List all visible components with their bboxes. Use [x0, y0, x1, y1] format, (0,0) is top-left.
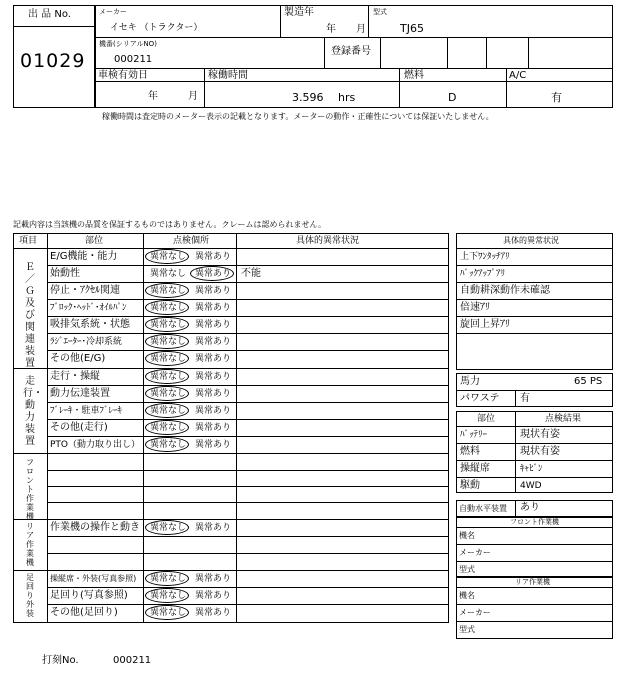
fuel-label: 燃料 [404, 70, 424, 81]
group-feet: 足回り外装 [26, 573, 34, 618]
detail-line: 自動耕深動作未確認 [460, 285, 550, 296]
pawaste-value: 有 [520, 393, 530, 404]
hours-value: 3.596 [292, 91, 324, 104]
check-abnormal: 異常あり [195, 303, 232, 313]
check-abnormal: 異常あり [195, 523, 232, 533]
part-implement-operation: 作業機の操作と動き [50, 522, 140, 533]
detail-line: ﾊﾞｯｸｱｯﾌﾟｱﾘ [460, 269, 506, 279]
result-header: 点検結果 [545, 414, 582, 424]
selected-mark [145, 369, 189, 384]
group-rear: リア作業機 [26, 522, 34, 567]
maker-value: イセキ （トラクター） [110, 23, 203, 33]
check-abnormal: 異常あり [195, 608, 232, 618]
check-normal: 異常なし [150, 269, 187, 279]
check-part: 操縦席 [460, 463, 490, 474]
ac-label: A/C [509, 70, 527, 81]
serial-label: 機番(シリアルNO) [99, 40, 157, 48]
header-item: 項目 [19, 236, 38, 246]
front-maker-label: メーカー [459, 548, 491, 557]
header-check: 点検個所 [173, 236, 210, 246]
selected-mark [145, 588, 189, 603]
check-result: 現状有姿 [520, 429, 560, 440]
year-label: 製造年 [284, 7, 314, 18]
ac-value: 有 [551, 91, 562, 104]
check-normal: 異常なし [150, 591, 187, 601]
check-normal: 異常なし [150, 303, 187, 313]
selected-mark [145, 334, 189, 349]
auto-level-label: 自動水平装置 [459, 504, 507, 513]
inspection-unit: 年 月 [148, 91, 198, 102]
check-normal: 異常なし [150, 406, 187, 416]
selected-mark [145, 520, 189, 535]
selected-mark [145, 403, 189, 418]
rear-model-label: 型式 [459, 625, 475, 634]
check-part: 燃料 [460, 446, 480, 457]
front-name-label: 機名 [459, 531, 475, 540]
check-normal: 異常なし [150, 608, 187, 618]
check-abnormal: 異常あり [195, 354, 232, 364]
inspection-label: 車検有効日 [98, 70, 148, 81]
check-abnormal: 異常あり [195, 406, 232, 416]
auto-level-value: あり [520, 502, 540, 513]
header-detail: 具体的異常状況 [296, 236, 360, 246]
detail-line: 旋回上昇ｱﾘ [460, 319, 510, 330]
detail-header: 具体的異常状況 [503, 236, 559, 245]
registration-label: 登録番号 [331, 46, 371, 57]
check-abnormal: 異常あり [195, 389, 232, 399]
item-number: 01029 [20, 50, 86, 72]
check-result: 現状有姿 [520, 446, 560, 457]
check-result: ｷｬﾋﾞﾝ [520, 464, 543, 474]
selected-mark [145, 283, 189, 298]
part-cabin-exterior: 操縦席・外装(写真参照) [50, 574, 137, 583]
check-normal: 異常なし [150, 320, 187, 330]
item-number-label: 出 品 No. [28, 9, 71, 20]
group-front: フロント作業機 [26, 458, 34, 521]
rear-name-label: 機名 [459, 591, 475, 600]
check-abnormal: 異常あり [195, 372, 232, 382]
check-normal: 異常なし [150, 286, 187, 296]
check-normal: 異常なし [150, 252, 187, 262]
check-normal: 異常なし [150, 372, 187, 382]
claim-note: 記載内容は当該機の品質を保証するものではありません。クレームは認められません。 [13, 220, 326, 229]
part-startability: 始動性 [50, 268, 80, 279]
selected-mark [145, 351, 189, 366]
rear-maker-label: メーカー [459, 608, 491, 617]
check-abnormal: 異常あり [195, 591, 232, 601]
selected-mark [145, 300, 189, 315]
check-normal: 異常なし [150, 337, 187, 347]
detail-line: 上下ﾜﾝﾀｯﾁｱﾘ [460, 252, 510, 262]
serial-value: 000211 [114, 54, 153, 65]
header-part: 部位 [85, 236, 104, 246]
selected-mark [145, 571, 189, 586]
check-normal: 異常なし [150, 440, 187, 450]
maker-label: メーカー [99, 8, 127, 16]
selected-mark [145, 437, 189, 452]
part-header: 部位 [477, 414, 496, 424]
check-abnormal: 異常あり [195, 440, 232, 450]
part-block-head-oilpan: ﾌﾞﾛｯｸ･ﾍｯﾄﾞ･ｵｲﾙﾊﾟﾝ [50, 303, 127, 313]
check-abnormal: 異常あり [195, 337, 232, 347]
model-value: TJ65 [400, 22, 424, 35]
check-part: 駆動 [460, 480, 480, 491]
selected-mark [145, 317, 189, 332]
front-implement-box [456, 517, 613, 577]
part-other-eg: その他(E/G) [50, 353, 106, 364]
part-undercarriage: 足回り(写真参照) [50, 590, 128, 601]
fuel-value: D [448, 91, 457, 104]
stamp-value: 000211 [113, 655, 152, 666]
check-normal: 異常なし [150, 354, 187, 364]
front-model-label: 型式 [459, 565, 475, 574]
group-drive: 走行・動力装置 [23, 376, 43, 447]
power-value: 65 PS [574, 376, 603, 387]
power-label: 馬力 [460, 376, 480, 387]
check-normal: 異常なし [150, 423, 187, 433]
hours-note: 稼働時間は査定時のメーター表示の記載となります。メーターの動作・正確性については保証いたしません。 [102, 112, 494, 121]
part-stop-accel: 停止・ｱｸｾﾙ関連 [50, 285, 120, 296]
check-normal: 異常なし [150, 389, 187, 399]
check-abnormal: 異常あり [195, 286, 232, 296]
part-brake: ﾌﾞﾚｰｷ・駐車ﾌﾞﾚｰｷ [50, 406, 123, 416]
selected-mark [145, 605, 189, 620]
detail-text: 不能 [241, 268, 261, 279]
part-power-transmission: 動力伝達装置 [50, 388, 110, 399]
hours-label: 稼働時間 [208, 70, 248, 81]
selected-mark [190, 266, 234, 281]
check-normal: 異常なし [150, 523, 187, 533]
detail-line: 倍速ｱﾘ [460, 302, 490, 313]
year-unit: 年 月 [326, 24, 366, 35]
pawaste-label: パワステ [460, 393, 500, 404]
part-travel-steering: 走行・操縦 [50, 371, 100, 382]
front-header: フロント作業機 [510, 518, 559, 526]
check-abnormal: 異常あり [195, 574, 232, 584]
check-abnormal: 異常あり [195, 423, 232, 433]
part-other-travel: その他(走行) [50, 422, 108, 433]
group-engine: Ｅ／Ｇ及び関連装置 [25, 262, 35, 369]
check-part: ﾊﾞｯﾃﾘｰ [460, 430, 488, 440]
part-pto: PTO（動力取り出し） [50, 440, 141, 450]
selected-mark [145, 420, 189, 435]
model-label: 型式 [373, 8, 387, 16]
check-abnormal: 異常あり [195, 320, 232, 330]
check-result: 4WD [520, 481, 542, 491]
rear-header: リア作業機 [515, 578, 550, 586]
hours-unit: hrs [338, 91, 356, 104]
part-radiator-cooling: ﾗｼﾞｴｰﾀｰ･冷却系統 [50, 337, 123, 347]
check-abnormal: 異常あり [195, 269, 232, 279]
part-eg-function: E/G機能・能力 [50, 251, 118, 262]
selected-mark [145, 249, 189, 264]
selected-mark [145, 386, 189, 401]
part-other-undercarriage: その他(足回り) [50, 607, 118, 618]
part-intake-exhaust: 吸排気系統・状態 [50, 319, 130, 330]
check-abnormal: 異常あり [195, 252, 232, 262]
stamp-label: 打刻No. [42, 655, 79, 666]
check-normal: 異常なし [150, 574, 187, 584]
